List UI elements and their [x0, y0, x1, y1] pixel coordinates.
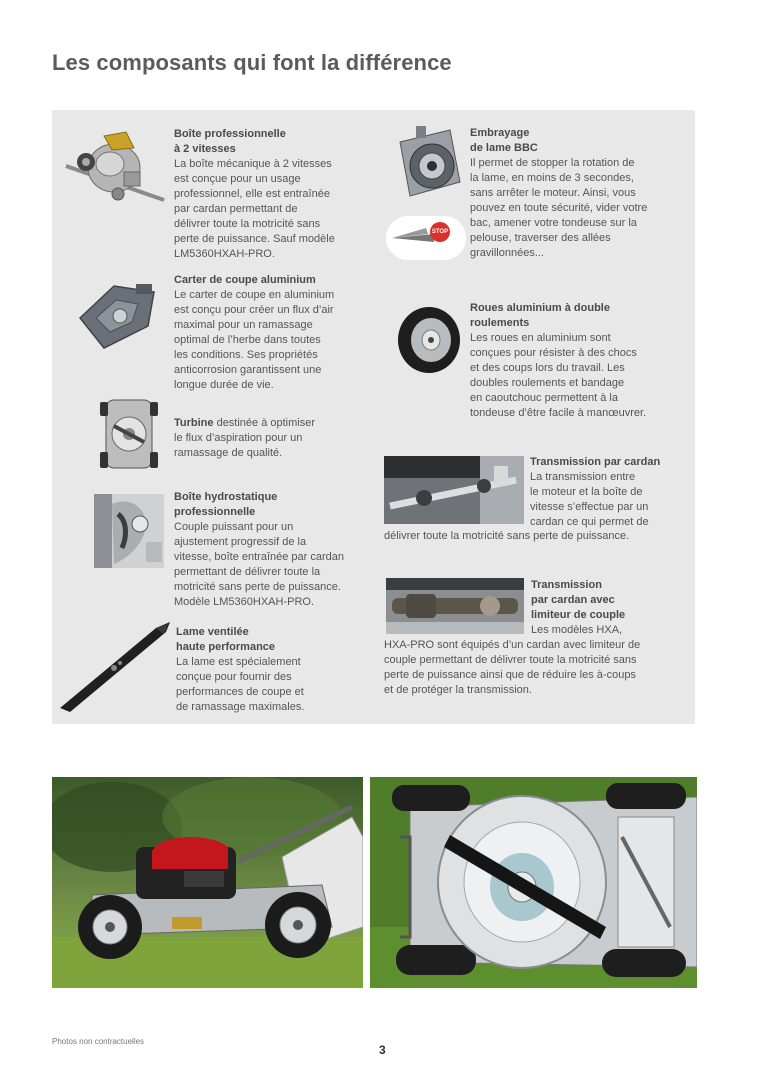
- feature-gearbox: [174, 127, 374, 262]
- feature-heading: Embrayage de lame BBC: [470, 127, 538, 154]
- cardan-photo: [384, 456, 524, 524]
- feature-clutch: [470, 126, 680, 261]
- feature-body: La boîte mécanique à 2 vitesses est conçue pour un usage professionnel, elle est entraînée par cardan permettant de délivrer toute la motricité sans perte de puissance. Sauf modèle LM5360HXAH-PRO.: [174, 158, 335, 260]
- feature-body: La lame est spécialement conçue pour fournir des performances de coupe et de ramassage maximales.: [176, 656, 305, 713]
- feature-body: Couple puissant pour un ajustement progressif de la vitesse, boîte entraînée par cardan permettant de délivrer toute la motricité sans perte de puissance. Modèle LM5360HXAH-PRO.: [174, 521, 344, 608]
- feature-cardan-limiter-continued: [384, 638, 689, 698]
- feature-body: HXA-PRO sont équipés d’un cardan avec limiteur de couple permettant de délivrer toute la motricité sans perte de puissance ainsi que de réduire les à-coups et de protéger la transmission.: [384, 639, 641, 696]
- feature-wheels: [470, 301, 680, 421]
- page-number: 3: [379, 1043, 386, 1057]
- feature-hydrostatic: [174, 490, 384, 610]
- gearbox-icon: [64, 128, 166, 208]
- feature-blade: [176, 625, 376, 715]
- mower-underside-photo: [370, 777, 697, 988]
- feature-cardan: [530, 455, 690, 530]
- feature-body: Le carter de coupe en aluminium est conçu pour créer un flux d’air maximal pour un ramassage optimal de l’herbe dans toutes les conditions. Ses propriétés anticorrosion garantissent une longue durée de vie.: [174, 289, 335, 391]
- feature-heading: Boîte professionnelle à 2 vitesses: [174, 128, 286, 155]
- stop-sign: STOP: [430, 222, 450, 242]
- feature-body: Les roues en aluminium sont conçues pour résister à des chocs et des coups lors du travail. Les doubles roulements et bandage en caoutchouc permettent à la tondeuse d’être facile à manœuvrer.: [470, 332, 647, 419]
- feature-heading: Lame ventilée haute performance: [176, 626, 276, 653]
- cardan-limiter-photo: [386, 578, 524, 634]
- feature-heading: Transmission par cardan avec limiteur de couple: [531, 579, 626, 621]
- turbine-icon: [100, 396, 158, 472]
- feature-heading: Roues aluminium à double roulements: [470, 302, 610, 329]
- feature-body: le flux d’aspiration pour un ramassage de qualité.: [174, 432, 303, 459]
- feature-heading: Carter de coupe aluminium: [174, 274, 316, 286]
- feature-cardan-limiter: [531, 578, 691, 638]
- hydrostatic-box-photo: [94, 494, 164, 568]
- blade-icon: [56, 620, 172, 714]
- feature-body: Les modèles HXA,: [531, 624, 623, 636]
- feature-heading: Boîte hydrostatique professionnelle: [174, 491, 278, 518]
- feature-heading: Turbine: [174, 417, 214, 429]
- feature-heading: Transmission par cardan: [530, 456, 661, 468]
- feature-body: La transmission entre le moteur et la boîte de vitesse s’effectue par un cardan ce qui permet de: [530, 471, 649, 528]
- clutch-icon: [396, 126, 464, 210]
- page-title: Les composants qui font la différence: [52, 50, 452, 75]
- feature-cutting-deck: [174, 273, 374, 393]
- stop-blade-badge: [386, 216, 466, 260]
- wheel-icon: [396, 306, 462, 374]
- feature-body: délivrer toute la motricité sans perte de puissance.: [384, 530, 630, 542]
- feature-body-lead: destinée à optimiser: [213, 417, 316, 429]
- scissors-icon: [386, 216, 466, 260]
- footer-note: Photos non contractuelles: [52, 1037, 145, 1046]
- mower-on-grass-photo: [52, 777, 363, 988]
- cutting-deck-icon: [74, 278, 158, 352]
- feature-cardan-continued: [384, 529, 684, 544]
- feature-body: Il permet de stopper la rotation de la lame, en moins de 3 secondes, sans arrêter le moteur. Ainsi, vous pouvez en toute sécurité, vider votre bac, amener votre tondeuse sur la pelouse, traverser des allées gravillonnées...: [470, 157, 648, 259]
- feature-turbine: [174, 416, 374, 461]
